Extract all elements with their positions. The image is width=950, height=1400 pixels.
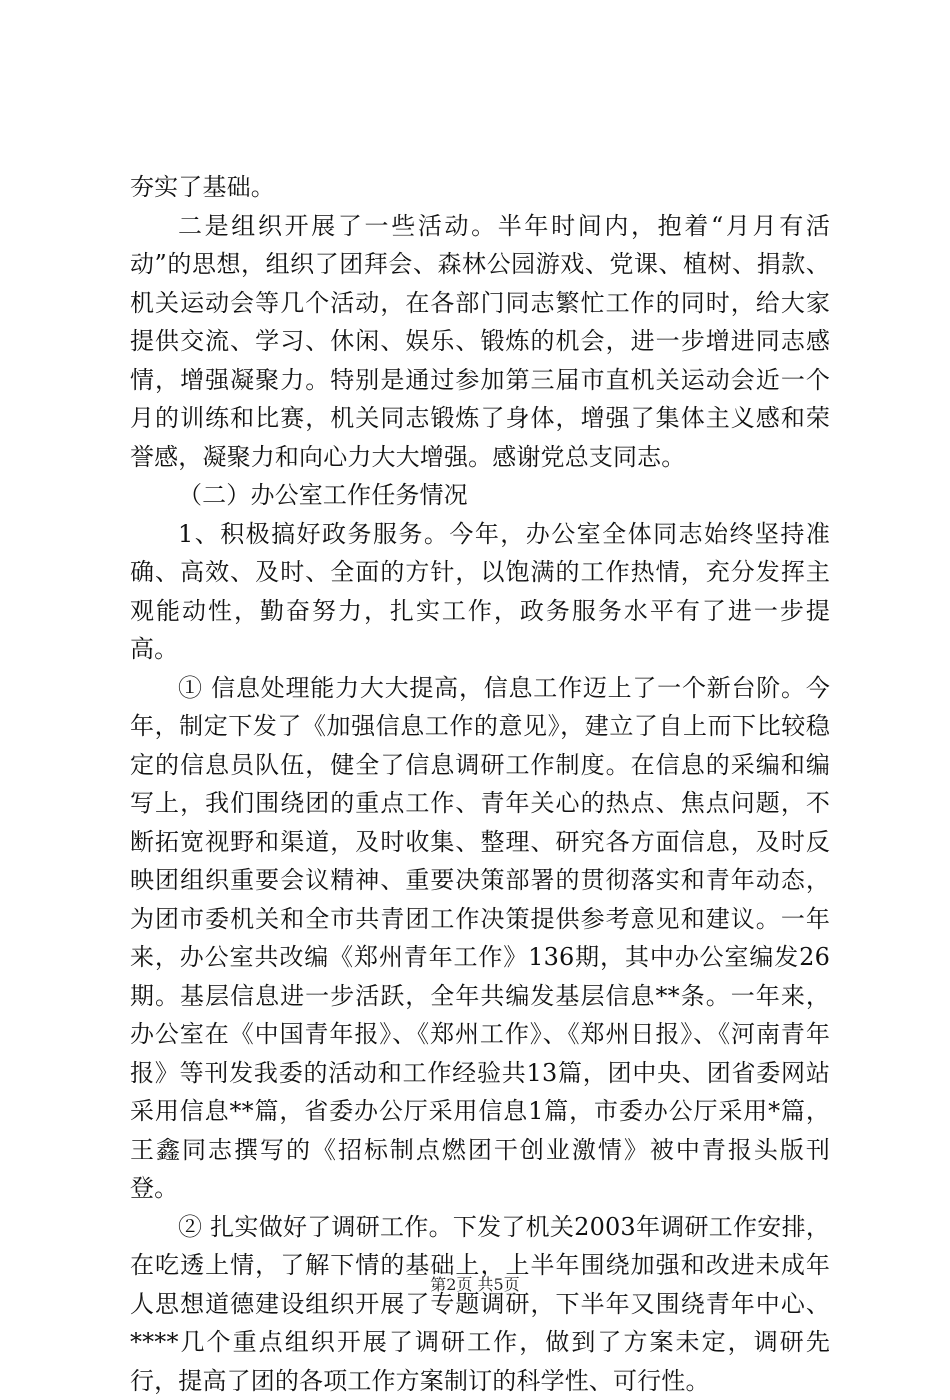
page-footer: 第2页 共5页 [0, 1275, 950, 1295]
paragraph-continuation: 夯实了基础。 [130, 168, 830, 207]
section-heading-office-tasks: （二）办公室工作任务情况 [130, 476, 830, 515]
paragraph-activities: 二是组织开展了一些活动。半年时间内，抱着“月月有活动”的思想，组织了团拜会、森林公园游戏、党课、植树、捐款、机关运动会等几个活动，在各部门同志繁忙工作的同时，给大家提供交流、学习、休闲、娱乐、锻炼的机会，进一步增进同志感情，增强凝聚力。特别是通过参加第三届市直机关运动会近一个月的训练和比赛，机关同志锻炼了身体，增强了集体主义感和荣誉感，凝聚力和向心力大大增强。感谢党总支同志。 [130, 207, 830, 477]
paragraph-government-service: 1、积极搞好政务服务。今年，办公室全体同志始终坚持准确、高效、及时、全面的方针，以饱满的工作热情，充分发挥主观能动性，勤奋努力，扎实工作，政务服务水平有了进一步提高。 [130, 515, 830, 669]
document-body [130, 168, 830, 1400]
paragraph-research-work: ② 扎实做好了调研工作。下发了机关2003年调研工作安排，在吃透上情，了解下情的基础上，上半年围绕加强和改进未成年人思想道德建设组织开展了专题调研，下半年又围绕青年中心、****几个重点组织开展了调研工作，做到了方案未定，调研先行，提高了团的各项工作方案制订的科学性、可行性。 [130, 1208, 830, 1400]
paragraph-information-processing: ① 信息处理能力大大提高，信息工作迈上了一个新台阶。今年，制定下发了《加强信息工作的意见》，建立了自上而下比较稳定的信息员队伍，健全了信息调研工作制度。在信息的采编和编写上，我们围绕团的重点工作、青年关心的热点、焦点问题，不断拓宽视野和渠道，及时收集、整理、研究各方面信息，及时反映团组织重要会议精神、重要决策部署的贯彻落实和青年动态，为团市委机关和全市共青团工作决策提供参考意见和建议。一年来，办公室共改编《郑州青年工作》136期，其中办公室编发26期。基层信息进一步活跃，全年共编发基层信息**条。一年来，办公室在《中国青年报》、《郑州工作》、《郑州日报》、《河南青年报》等刊发我委的活动和工作经验共13篇，团中央、团省委网站采用信息**篇，省委办公厅采用信息1篇，市委办公厅采用*篇，王鑫同志撰写的《招标制点燃团干创业激情》被中青报头版刊登。 [130, 669, 830, 1208]
